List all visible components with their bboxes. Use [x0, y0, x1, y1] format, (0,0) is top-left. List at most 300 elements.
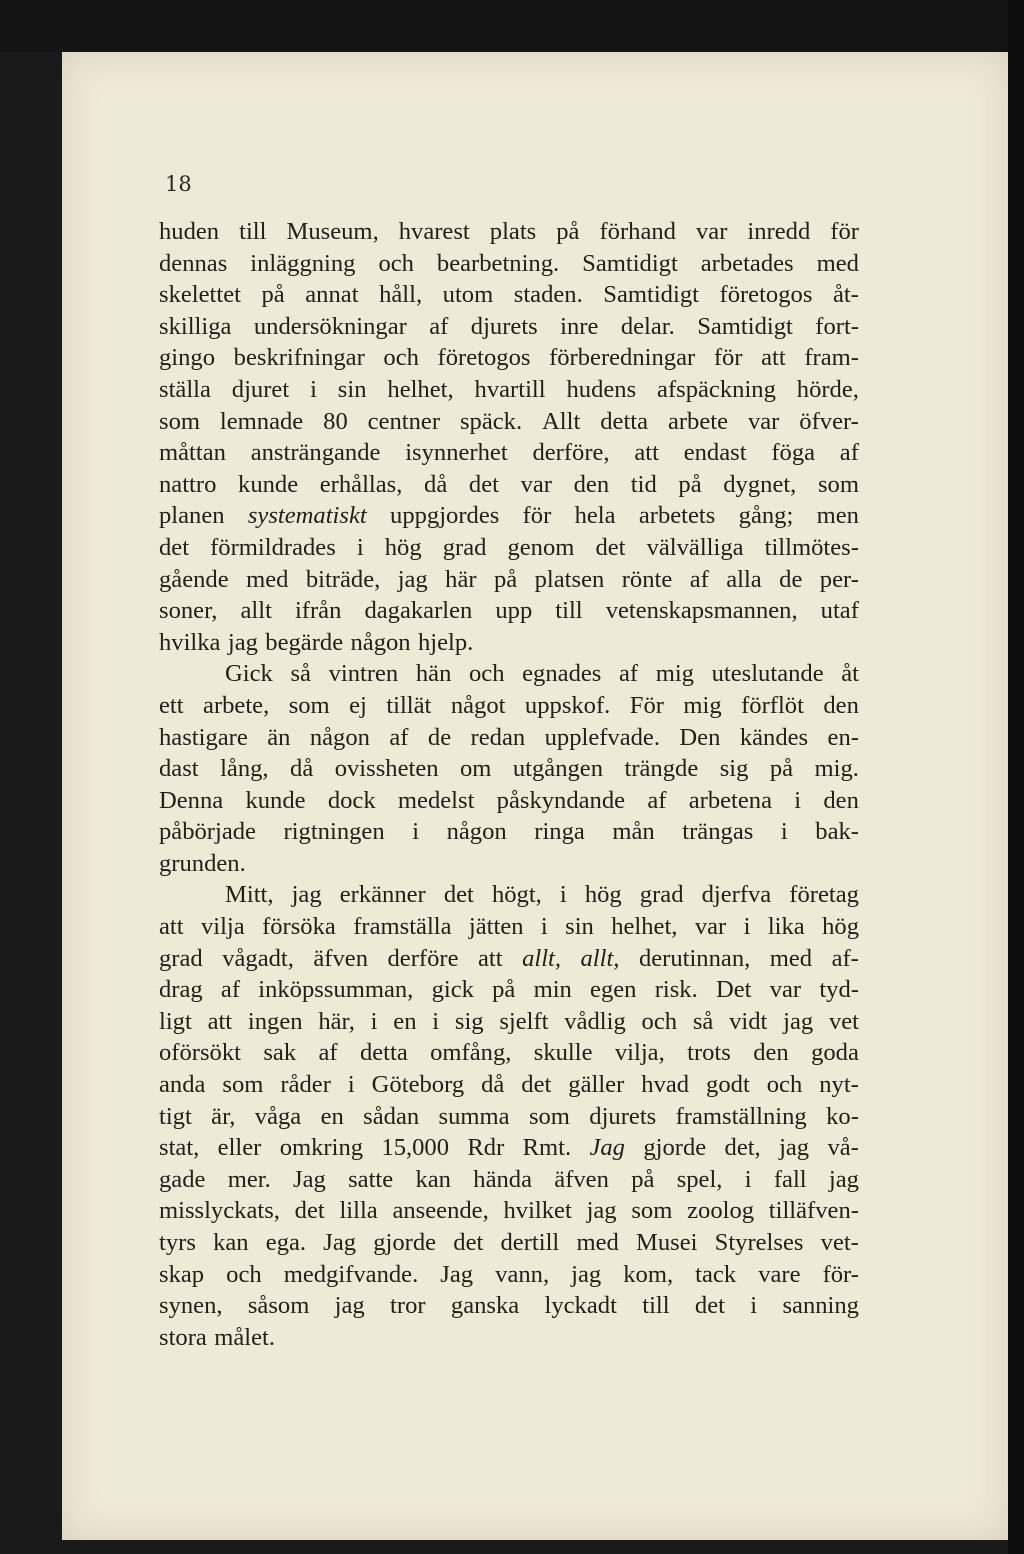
word: en	[393, 1007, 417, 1035]
word: ko-	[826, 1102, 859, 1130]
word: platsen	[534, 565, 605, 593]
word: hvilka	[159, 628, 221, 656]
word: Styrelses	[714, 1229, 804, 1256]
word: vådlig	[564, 1007, 626, 1035]
word: hvartill	[474, 375, 546, 403]
word: med	[576, 1229, 619, 1256]
text-line	[159, 1164, 859, 1196]
word: mer.	[227, 1165, 271, 1193]
word: rigtningen	[283, 818, 385, 846]
word: med	[246, 565, 289, 593]
word: jätten	[468, 913, 524, 941]
text-line	[159, 1006, 859, 1038]
word: vågadt,	[222, 944, 294, 972]
word: hjelp.	[417, 628, 474, 656]
word: af	[689, 565, 709, 593]
word: det	[694, 1292, 725, 1320]
word: den	[753, 1039, 789, 1067]
word: nyt-	[819, 1071, 859, 1099]
word: genom	[507, 533, 575, 561]
word: med	[816, 249, 859, 277]
word: påbörjade	[159, 818, 256, 846]
word: bak-	[815, 818, 859, 846]
word: vetenskapsmannen,	[605, 597, 798, 625]
word: af	[839, 439, 859, 467]
word: annat	[305, 281, 359, 309]
text-line	[159, 437, 859, 469]
text-line	[159, 1037, 859, 1069]
word: den	[823, 691, 859, 719]
word: kunde	[238, 470, 299, 498]
word: förflöt	[741, 691, 804, 719]
word: Mitt,	[225, 881, 274, 909]
word: plats	[489, 218, 537, 245]
word: förberedningar	[549, 344, 696, 372]
word: men	[816, 502, 859, 530]
word: ingen	[247, 1007, 303, 1035]
word: i	[743, 913, 751, 941]
word: tillmötes-	[764, 533, 859, 561]
word: medgifvande.	[283, 1260, 419, 1288]
text-line	[159, 500, 859, 532]
word: om	[459, 755, 492, 783]
word: Jag	[589, 1134, 625, 1162]
word: var	[520, 470, 552, 498]
word: af	[220, 976, 241, 1004]
word: undersökningar	[253, 312, 407, 340]
word: Samtidigt	[603, 281, 699, 309]
word: förhand	[599, 218, 676, 245]
word: och	[766, 1071, 803, 1099]
word: centner	[367, 407, 441, 435]
word: omfång,	[430, 1039, 512, 1067]
word: goda	[811, 1039, 859, 1067]
word: på	[556, 218, 580, 245]
word: tilläfven-	[768, 1197, 859, 1225]
word: summa	[438, 1102, 510, 1130]
word: anseende,	[392, 1197, 489, 1225]
word: skap	[159, 1260, 205, 1288]
word: målet.	[214, 1323, 275, 1351]
word: företogos	[437, 344, 531, 372]
word: dagakarlen	[364, 597, 473, 625]
word: det	[468, 470, 499, 498]
word: sig	[454, 1007, 484, 1035]
word: då	[424, 470, 448, 498]
word: det	[595, 533, 626, 561]
word: eller	[217, 1134, 262, 1162]
word: i	[540, 913, 548, 941]
word: var	[694, 913, 727, 941]
scan-border-top	[0, 0, 1024, 52]
word: mig	[655, 660, 694, 688]
word: på	[492, 976, 516, 1004]
word: Museum,	[286, 218, 379, 245]
word: arbetets	[638, 502, 716, 530]
word: det,	[724, 1134, 761, 1162]
word: Samtidigt	[582, 249, 678, 277]
text-line	[159, 879, 859, 911]
word: satte	[348, 1165, 394, 1193]
word: i	[356, 533, 364, 561]
text-line	[159, 785, 859, 817]
word: Jag	[323, 1229, 357, 1256]
word: hvad	[641, 1071, 690, 1099]
word: i	[794, 786, 802, 814]
word: inredd	[747, 218, 811, 245]
word: och	[383, 344, 419, 372]
word: jag	[397, 565, 428, 593]
word: stat,	[159, 1134, 200, 1162]
word: ega.	[265, 1229, 307, 1256]
word: inre	[560, 312, 599, 340]
word: Jag	[440, 1260, 474, 1288]
word: kändes	[739, 723, 809, 751]
word: håll,	[379, 281, 423, 309]
word: trots	[687, 1039, 731, 1067]
word: ifrån	[294, 597, 342, 625]
word: var	[747, 407, 780, 435]
word: framställning	[675, 1102, 807, 1130]
word: gående	[159, 565, 229, 593]
text-line	[159, 627, 859, 659]
word: beskrifningar	[233, 344, 365, 372]
page-number: 18	[165, 172, 192, 196]
word: anda	[159, 1071, 206, 1099]
word: allt	[240, 597, 272, 625]
word: det	[443, 881, 474, 909]
word: gick	[431, 976, 474, 1004]
word: Allt	[542, 407, 581, 435]
word: arbete	[667, 407, 729, 435]
word: lemnade	[219, 407, 304, 435]
word: erkänner	[339, 881, 426, 909]
word: det	[453, 1229, 484, 1256]
text-line	[159, 1101, 859, 1133]
word: till	[239, 218, 267, 245]
word: vet	[828, 1007, 859, 1035]
word: skulle	[533, 1039, 593, 1067]
word: allt,	[522, 944, 562, 972]
word: af	[647, 786, 667, 814]
word: Gick	[225, 660, 273, 688]
word: jag	[571, 1260, 602, 1288]
word: medelst	[397, 786, 475, 814]
word: hända	[473, 1165, 532, 1193]
word: per-	[819, 565, 859, 593]
text-line	[159, 311, 859, 343]
word: skelettet	[159, 281, 241, 309]
word: dock	[327, 786, 376, 814]
word: helhet,	[387, 375, 454, 403]
word: Den	[679, 723, 721, 751]
word: Jag	[293, 1165, 326, 1193]
word: rönte	[621, 565, 673, 593]
word: ställa	[159, 375, 211, 403]
word: för	[522, 502, 552, 530]
word: för	[830, 218, 859, 245]
word: i	[310, 375, 317, 403]
word: För	[629, 691, 664, 719]
word: detta	[600, 407, 649, 435]
text-line	[159, 342, 859, 374]
word: afspäckning	[657, 375, 776, 403]
word: af	[389, 723, 409, 751]
word: dast	[159, 755, 199, 783]
word: så	[692, 1007, 714, 1035]
word: hvilket	[503, 1197, 572, 1225]
text-line	[159, 1290, 859, 1322]
word: hörde,	[796, 375, 859, 403]
word: som	[288, 691, 330, 719]
word: uteslutande	[711, 660, 824, 688]
word: påskyndande	[496, 786, 626, 814]
word: hög	[584, 881, 622, 909]
word: åt-	[832, 281, 859, 309]
word: som	[159, 407, 200, 435]
word: isynnerhet	[405, 439, 508, 467]
word: lyckadt	[544, 1292, 617, 1320]
word: jag	[783, 1007, 814, 1035]
word: gäller	[568, 1071, 625, 1099]
text-line	[159, 816, 859, 848]
word: vann,	[495, 1260, 550, 1288]
word: mån	[612, 818, 655, 846]
word: risk.	[654, 976, 698, 1004]
word: derföre,	[532, 439, 610, 467]
word: grad	[159, 944, 203, 972]
word: välvälliga	[646, 533, 744, 561]
word: att	[761, 344, 786, 372]
word: förmildrades	[210, 533, 336, 561]
word: vå-	[827, 1134, 859, 1162]
word: delar.	[620, 312, 675, 340]
word: på	[261, 281, 285, 309]
text-line	[159, 532, 859, 564]
text-line	[159, 658, 859, 690]
text-line	[159, 1132, 859, 1164]
word: att	[477, 944, 503, 972]
word: oförsökt	[159, 1039, 241, 1067]
word: de	[427, 723, 452, 751]
word: hastigare	[159, 723, 248, 751]
word: något	[450, 691, 506, 719]
word: lång,	[220, 755, 269, 783]
word: på	[769, 755, 794, 783]
word: en-	[827, 723, 859, 751]
word: var	[769, 976, 802, 1004]
word: endast	[683, 439, 747, 467]
word: ansträngande	[250, 439, 381, 467]
word: såsom	[247, 1292, 310, 1320]
word: i	[370, 1007, 378, 1035]
word: arbetena	[688, 786, 772, 814]
word: ej	[349, 691, 367, 719]
word: försöka	[262, 913, 336, 941]
word: vidt	[729, 1007, 768, 1035]
word: som	[528, 1102, 570, 1130]
word: uppgjordes	[390, 502, 500, 530]
word: tack	[695, 1260, 737, 1288]
word: är,	[211, 1102, 236, 1130]
word: tillät	[386, 691, 432, 719]
word: åt	[841, 660, 859, 688]
word: till	[642, 1292, 670, 1320]
scan-border-right	[1008, 0, 1024, 1554]
word: en	[320, 1102, 344, 1130]
word: våga	[254, 1102, 302, 1130]
word: tid	[630, 470, 657, 498]
word: Rmt.	[522, 1134, 572, 1162]
word: allt,	[580, 944, 620, 972]
word: trängde	[624, 755, 699, 783]
word: som	[222, 1071, 264, 1099]
word: högt,	[491, 881, 542, 909]
word: för	[713, 344, 743, 372]
word: någon	[309, 723, 370, 751]
word: ovissheten	[334, 755, 439, 783]
word: framställa	[353, 913, 452, 941]
word: kom,	[623, 1260, 674, 1288]
word: upp	[495, 597, 533, 625]
word: Musei	[635, 1229, 698, 1256]
word: ligt	[159, 1007, 192, 1035]
word: vet-	[820, 1229, 859, 1256]
word: gade	[159, 1165, 206, 1193]
word: här,	[318, 1007, 355, 1035]
word: dertill	[500, 1229, 560, 1256]
word: sanning	[782, 1292, 859, 1320]
word: vare	[758, 1260, 801, 1288]
word: späck.	[459, 407, 523, 435]
word: sin	[565, 913, 594, 941]
word: hän	[415, 660, 452, 688]
word: äfven	[554, 1165, 609, 1193]
word: utom	[442, 281, 494, 309]
word: i	[750, 1292, 758, 1320]
word: ganska	[450, 1292, 520, 1320]
word: då	[290, 755, 314, 783]
text-line	[159, 406, 859, 438]
word: gjorde	[643, 1134, 707, 1162]
word: jag	[779, 1134, 810, 1162]
word: erhållas,	[319, 470, 403, 498]
word: kan	[213, 1229, 249, 1256]
word: fall	[773, 1165, 807, 1193]
word: Göteborg	[371, 1071, 465, 1099]
word: redan	[470, 723, 526, 751]
word: derutinnan,	[638, 944, 751, 972]
word: stora	[159, 1323, 207, 1351]
text-line	[159, 1322, 859, 1354]
word: af-	[831, 944, 859, 972]
word: omkring	[279, 1134, 364, 1162]
text-line	[159, 595, 859, 627]
word: Samtidigt	[697, 312, 793, 340]
word: kan	[415, 1165, 451, 1193]
word: jag	[227, 628, 258, 656]
word: sjelft	[499, 1007, 549, 1035]
word: i	[347, 1071, 355, 1099]
word: på	[678, 470, 702, 498]
word: med	[769, 944, 813, 972]
word: mig.	[814, 755, 859, 783]
word: föga	[771, 439, 816, 467]
word: det	[521, 1071, 552, 1099]
text-line	[159, 564, 859, 596]
word: att	[207, 1007, 233, 1035]
word: inköpssumman,	[258, 976, 414, 1004]
text-line	[159, 1227, 859, 1259]
word: äfven	[313, 944, 369, 972]
text-line	[159, 279, 859, 311]
body-text	[159, 216, 859, 1353]
word: i	[559, 881, 567, 909]
word: och	[469, 660, 505, 688]
word: trängas	[682, 818, 754, 846]
word: godt	[706, 1071, 750, 1099]
word: arbete,	[203, 691, 270, 719]
word: i	[432, 1007, 440, 1035]
word: uppskof.	[524, 691, 611, 719]
word: att	[159, 913, 184, 941]
word: soner,	[159, 597, 218, 625]
word: misslyckats,	[159, 1197, 280, 1225]
word: zoolog	[687, 1197, 755, 1225]
word: i	[780, 818, 788, 846]
word: grunden.	[159, 849, 246, 877]
word: gingo	[159, 344, 216, 372]
word: Rdr	[467, 1134, 505, 1162]
word: tyrs	[159, 1229, 196, 1256]
word: kunde	[245, 786, 306, 814]
word: gång;	[738, 502, 794, 530]
word: grad	[639, 881, 684, 909]
word: drag	[159, 976, 203, 1004]
word: öfver-	[799, 407, 859, 435]
word: än	[267, 723, 291, 751]
text-line	[159, 1259, 859, 1291]
word: och	[641, 1007, 678, 1035]
word: nattro	[159, 470, 217, 498]
word: vilja,	[614, 1039, 665, 1067]
word: djurets	[470, 312, 538, 340]
word: min	[533, 976, 572, 1004]
word: det	[294, 1197, 325, 1225]
word: sig	[719, 755, 749, 783]
word: af	[318, 1039, 338, 1067]
word: systematiskt	[247, 502, 367, 530]
word: Det	[715, 976, 752, 1004]
word: jag	[291, 881, 322, 909]
word: fort-	[815, 312, 859, 340]
word: egen	[590, 976, 637, 1004]
text-line	[159, 753, 859, 785]
word: 15,000	[381, 1134, 450, 1162]
word: som	[817, 470, 859, 498]
word: hudens	[566, 375, 637, 403]
word: och	[378, 249, 414, 277]
word: planen	[159, 502, 225, 530]
text-line	[159, 943, 859, 975]
text-line	[159, 1069, 859, 1101]
word: skilliga	[159, 312, 232, 340]
word: grad	[442, 533, 487, 561]
word: djuret	[231, 375, 290, 403]
word: någon	[350, 628, 411, 656]
word: bearbetning.	[436, 249, 560, 277]
word: råder	[280, 1071, 331, 1099]
